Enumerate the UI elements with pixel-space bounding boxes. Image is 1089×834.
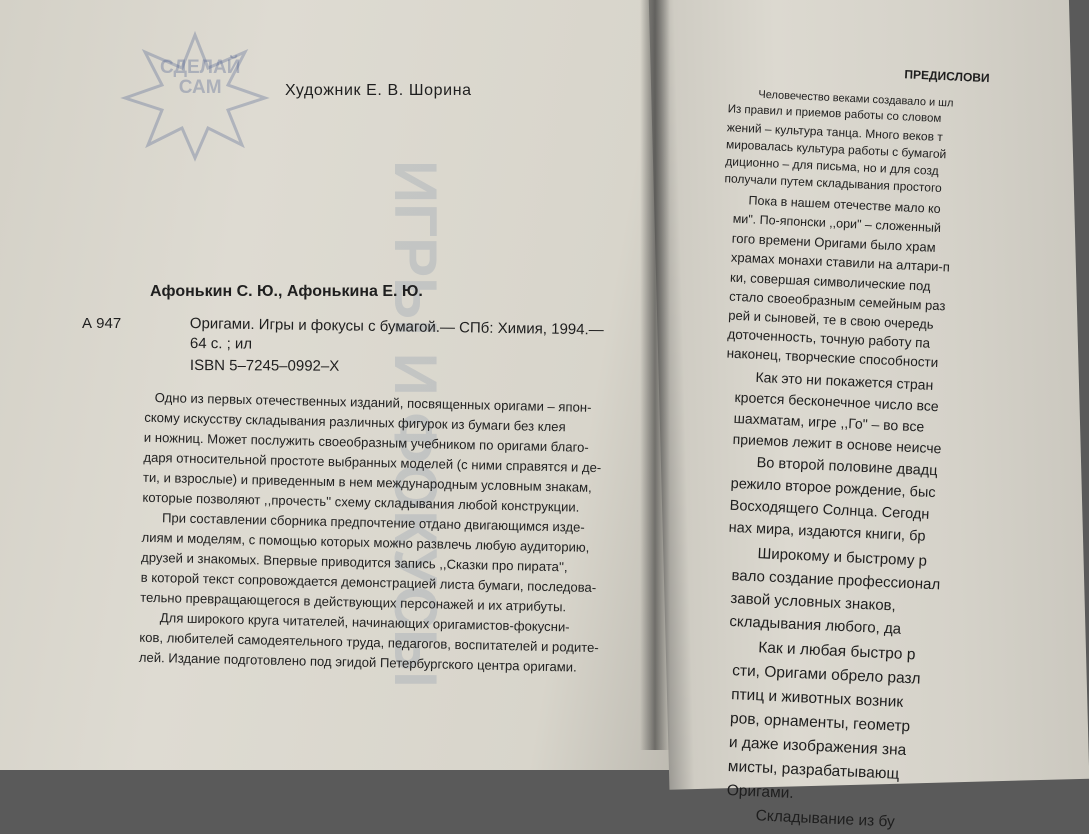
preface-line: Складывание из бу <box>755 807 896 831</box>
preface-line: жений – культура танца. Много веков т <box>726 120 944 145</box>
preface-line: Пока в нашем отечестве мало ко <box>748 193 941 217</box>
abstract-line: Одно из первых отечественных изданий, посвященных оригами – япон- <box>154 389 592 415</box>
preface-line: стало своеобразным семейным раз <box>728 288 946 314</box>
abstract-line: скому искусству складывания различных фигурок из бумаги без клея <box>144 409 566 435</box>
page-count: 64 с. ; ил <box>189 335 253 353</box>
bibliographic-entry: Оригами. Игры и фокусы с бумагой.— СПб: Химия, 1994.— <box>189 315 604 339</box>
abstract-line: в которой текст сопровождается демонстрацией листа бумаги, последова- <box>140 569 597 596</box>
preface-line: доточенность, точную работу па <box>727 326 931 351</box>
preface-line: кроется бесконечное число все <box>734 388 940 415</box>
abstract-line: ков, любителей самодеятельного труда, педагогов, воспитателей и родите- <box>139 629 599 656</box>
preface-line: приемов лежит в основе неисче <box>732 430 942 457</box>
preface-line: гого времени Оригами было храм <box>731 230 936 255</box>
preface-line: ми". По-японски ,,ори" – сложенный <box>732 211 942 236</box>
abstract-line: и ножниц. Может послужить своеобразным учебником по оригами благо- <box>143 429 589 455</box>
abstract-line: Для широкого круга читателей, начинающих оригамистов-фокусни- <box>159 610 570 635</box>
preface-line: наконец, творческие способности <box>726 345 939 371</box>
abstract-line: лиям и моделям, с помощью которых можно развлечь любую аудиторию, <box>141 529 590 555</box>
preface-line: Восходящего Солнца. Сегодн <box>729 497 930 523</box>
abstract-line: даря относительной простоте выбранных моделей (с ними справятся и де- <box>143 449 602 476</box>
abstract-line: друзей и знакомых. Впервые приводится запись ,,Сказки про пирата'', <box>140 549 568 575</box>
preface-line: Из правил и приемов работы со словом <box>727 103 942 126</box>
abstract-line: тельно превращающегося в действующих персонажей и их атрибуты. <box>140 589 567 615</box>
catalog-code: А 947 <box>82 315 122 332</box>
preface-line: ки, совершая символические под <box>729 269 931 294</box>
preface-line: Широкому и быстрому р <box>757 545 928 570</box>
abstract-line: которые позволяют ,,прочесть'' схему складывания любой конструкции. <box>142 489 580 515</box>
abstract <box>138 388 695 680</box>
preface-line: птиц и животных возник <box>730 686 904 711</box>
preface-line: получали путем складывания простого <box>724 171 943 196</box>
abstract-line: ти, и взрослые) и приведенным в нем международным условным знакам, <box>142 469 592 495</box>
preface-line: рей и сыновей, те в свою очередь <box>728 307 934 332</box>
preface-line: Человечество веками создавало и шл <box>758 88 954 110</box>
preface-line: режило второе рождение, быс <box>730 475 936 502</box>
abstract-line: При составлении сборника предпочтение отдано двигающимся изде- <box>161 510 585 535</box>
preface-line: мисты, разрабатывающ <box>727 758 900 783</box>
preface-line: мировалась культура работы с бумагой <box>725 137 947 162</box>
preface-line: завой условных знаков, <box>730 589 897 615</box>
cover-title-bleed: ИГРЫ И ФОКУСЫ <box>382 160 449 688</box>
preface-line: и даже изображения зна <box>728 734 907 760</box>
artist-credit: Художник Е. В. Шорина <box>285 82 472 99</box>
badge-line-1: СДЕЛАЙ <box>160 57 241 78</box>
abstract-line: лей. Издание подготовлено под эгидой Петербургского центра оригами. <box>138 649 577 675</box>
preface-line: Как это ни покажется стран <box>755 368 934 393</box>
preface-line: Во второй половине двадц <box>756 454 938 480</box>
preface-line: шахматам, игре ,,Го" – во все <box>733 409 925 435</box>
preface-line: Оригами. <box>726 781 795 802</box>
preface-line: Как и любая быстро р <box>757 639 916 664</box>
badge-line-2: САМ <box>178 77 222 98</box>
isbn: ISBN 5–7245–0992–Х <box>189 357 340 375</box>
preface-line: вало создание профессионал <box>731 566 941 594</box>
preface-line: храмах монахи ставили на алтари-п <box>730 249 951 275</box>
authors: Афонькин С. Ю., Афонькина Е. Ю. <box>150 283 423 300</box>
cover-badge <box>160 58 240 98</box>
preface-line: нах мира, издаются книги, бр <box>728 519 926 545</box>
preface-line: ров, орнаменты, геометр <box>729 710 911 736</box>
preface-heading: ПРЕДИСЛОВИ <box>904 67 990 86</box>
preface-line: складывания любого, да <box>729 612 902 638</box>
preface-line: сти, Оригами обрело разл <box>731 662 921 688</box>
preface-line: диционно – для письма, но и для созд <box>725 154 939 178</box>
